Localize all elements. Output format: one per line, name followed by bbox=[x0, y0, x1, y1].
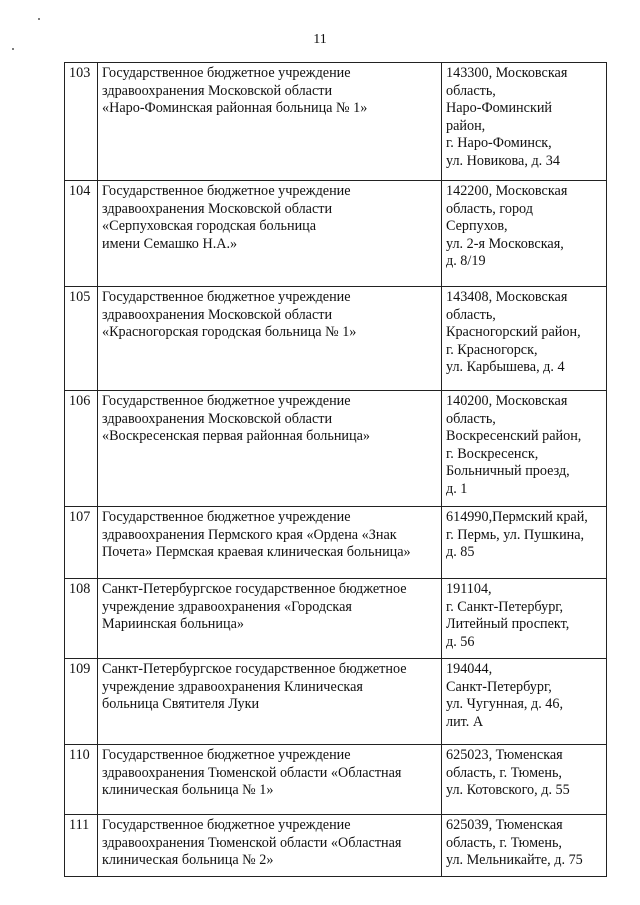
table-row bbox=[65, 579, 607, 659]
institution-address: 140200, Московская область, Воскресенский район, г. Воскресенск, Больничный проезд, д. 1 bbox=[442, 391, 607, 507]
row-number: 110 bbox=[65, 745, 98, 815]
row-number: 107 bbox=[65, 507, 98, 579]
institution-name: Государственное бюджетное учреждение здравоохранения Московской области «Наро-Фоминская районная больница № 1» bbox=[98, 63, 442, 181]
table-row bbox=[65, 391, 607, 507]
institution-name: Государственное бюджетное учреждение здравоохранения Тюменской области «Областная клиническая больница № 2» bbox=[98, 815, 442, 877]
table-row bbox=[65, 181, 607, 287]
row-number: 106 bbox=[65, 391, 98, 507]
institutions-table bbox=[64, 62, 607, 877]
institution-name: Санкт-Петербургское государственное бюджетное учреждение здравоохранения Клиническая больница Святителя Луки bbox=[98, 659, 442, 745]
table-row bbox=[65, 507, 607, 579]
row-number: 111 bbox=[65, 815, 98, 877]
table-row bbox=[65, 287, 607, 391]
institution-address: 625023, Тюменская область, г. Тюмень, ул. Котовского, д. 55 bbox=[442, 745, 607, 815]
institution-address: 614990,Пермский край, г. Пермь, ул. Пушкина, д. 85 bbox=[442, 507, 607, 579]
institution-name: Государственное бюджетное учреждение здравоохранения Московской области «Серпуховская городская больница имени Семашко Н.А.» bbox=[98, 181, 442, 287]
row-number: 105 bbox=[65, 287, 98, 391]
institution-address: 625039, Тюменская область, г. Тюмень, ул. Мельникайте, д. 75 bbox=[442, 815, 607, 877]
scan-speck bbox=[12, 48, 14, 50]
row-number: 108 bbox=[65, 579, 98, 659]
table-row bbox=[65, 745, 607, 815]
institution-name: Государственное бюджетное учреждение здравоохранения Московской области «Воскресенская первая районная больница» bbox=[98, 391, 442, 507]
institution-address: 191104, г. Санкт-Петербург, Литейный проспект, д. 56 bbox=[442, 579, 607, 659]
institution-name: Государственное бюджетное учреждение здравоохранения Московской области «Красногорская городская больница № 1» bbox=[98, 287, 442, 391]
institution-address: 143300, Московская область, Наро-Фоминский район, г. Наро-Фоминск, ул. Новикова, д. 34 bbox=[442, 63, 607, 181]
institution-address: 143408, Московская область, Красногорский район, г. Красногорск, ул. Карбышева, д. 4 bbox=[442, 287, 607, 391]
row-number: 104 bbox=[65, 181, 98, 287]
institution-address: 194044, Санкт-Петербург, ул. Чугунная, д. 46, лит. А bbox=[442, 659, 607, 745]
table-row bbox=[65, 815, 607, 877]
scan-speck bbox=[38, 18, 40, 20]
table-row bbox=[65, 63, 607, 181]
table-row bbox=[65, 659, 607, 745]
institution-name: Санкт-Петербургское государственное бюджетное учреждение здравоохранения «Городская Мариинская больница» bbox=[98, 579, 442, 659]
row-number: 109 bbox=[65, 659, 98, 745]
row-number: 103 bbox=[65, 63, 98, 181]
institution-address: 142200, Московская область, город Серпухов, ул. 2-я Московская, д. 8/19 bbox=[442, 181, 607, 287]
institution-name: Государственное бюджетное учреждение здравоохранения Тюменской области «Областная клиническая больница № 1» bbox=[98, 745, 442, 815]
institution-name: Государственное бюджетное учреждение здравоохранения Пермского края «Ордена «Знак Почета» Пермская краевая клиническая больница» bbox=[98, 507, 442, 579]
page-number: 11 bbox=[313, 32, 327, 47]
